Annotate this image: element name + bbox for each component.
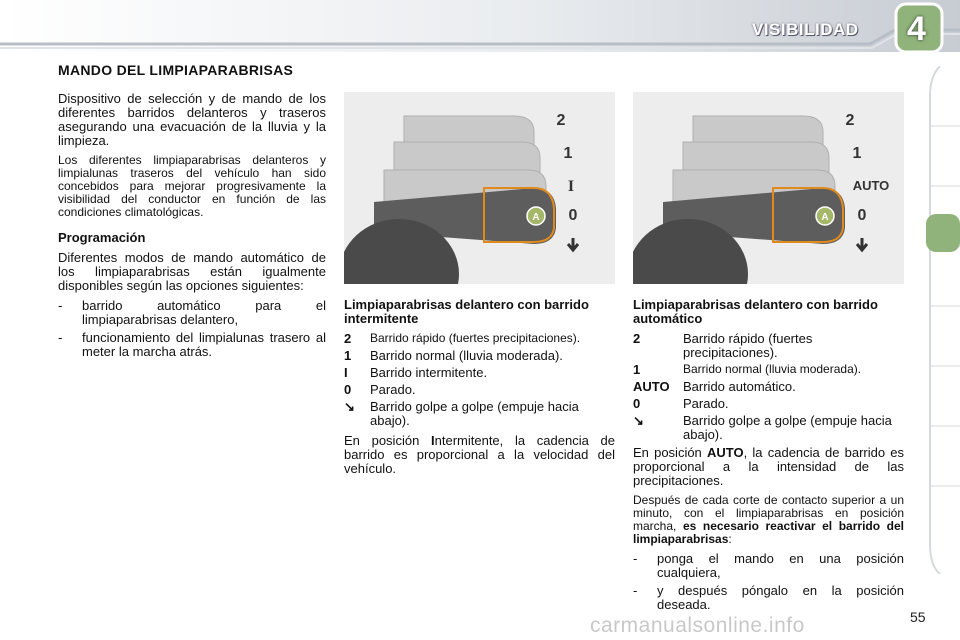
position-label: I bbox=[567, 178, 575, 195]
page-number: 55 bbox=[910, 609, 926, 625]
chapter-number: 4 bbox=[907, 10, 926, 48]
wiper-stalk-illustration-intermittent bbox=[344, 92, 615, 284]
list-item: - barrido automático para el limpiaparabrisas delantero, bbox=[58, 298, 326, 327]
auto-note: En posición AUTO, la cadencia de barrido es proporcional a la intensidad de las precipitaciones. bbox=[633, 445, 905, 488]
auto-heading: Limpiaparabrisas delantero con barrido automático bbox=[633, 297, 878, 326]
position-label: AUTO bbox=[852, 178, 890, 193]
legend-row: 0 Parado. bbox=[344, 382, 416, 397]
legend-row: AUTO Barrido automático. bbox=[633, 379, 796, 394]
left-column bbox=[58, 92, 326, 363]
legend-row: 0 Parado. bbox=[633, 396, 729, 411]
list-item: - ponga el mando en una posición cualquiera, bbox=[633, 551, 904, 580]
list-item: - y después póngalo en la posición deseada. bbox=[633, 583, 904, 612]
position-label: 2 bbox=[845, 112, 855, 129]
list-item: - funcionamiento del limpialunas trasero al meter la marcha atrás. bbox=[58, 330, 326, 359]
position-label: 1 bbox=[563, 145, 573, 162]
contact-note: Después de cada corte de contacto superior a un minuto, con el limpiaparabrisas en posición marcha, es necesario reactivar el barrido del limpiaparabrisas: bbox=[633, 493, 904, 546]
legend-row: ↘ Barrido golpe a golpe (empuje hacia abajo). bbox=[344, 399, 579, 428]
programming-paragraph: Diferentes modos de mando automático de los limpiaparabrisas están igualmente disponibles según las opciones siguientes: bbox=[58, 250, 326, 293]
legend-row: 2 Barrido rápido (fuertes precipitaciones). bbox=[633, 331, 813, 360]
intermittent-heading: Limpiaparabrisas delantero con barrido intermitente bbox=[344, 297, 589, 326]
programming-heading: Programación bbox=[58, 230, 146, 245]
position-label: 0 bbox=[857, 207, 867, 224]
watermark: carmanualsonline.info bbox=[590, 614, 805, 637]
legend-row: I Barrido intermitente. bbox=[344, 365, 488, 380]
position-label: 2 bbox=[556, 112, 566, 129]
callout-a: A bbox=[821, 212, 829, 223]
intermittent-note: En posición Intermitente, la cadencia de barrido es proporcional a la velocidad del vehículo. bbox=[344, 433, 615, 476]
legend-row: 2 Barrido rápido (fuertes precipitaciones). bbox=[344, 331, 581, 346]
middle-column bbox=[344, 298, 615, 482]
legend-row: ↘ Barrido golpe a golpe (empuje hacia abajo). bbox=[633, 413, 892, 442]
position-label: 0 bbox=[568, 207, 578, 224]
detail-paragraph: Los diferentes limpiaparabrisas delanteros y limpialunas traseros del vehículo han sido concebidos para mejorar progresivamente la visibilidad del conductor en función de las condiciones climatológicas. bbox=[58, 153, 326, 219]
push-down-icon: ↘ bbox=[633, 413, 644, 428]
position-label: 1 bbox=[852, 145, 862, 162]
section-title: VISIBILIDAD bbox=[752, 20, 859, 39]
chapter-side-tabs[interactable] bbox=[926, 66, 960, 574]
right-column bbox=[633, 298, 904, 616]
legend-row: 1 Barrido normal (lluvia moderada). bbox=[344, 348, 563, 363]
legend-row: 1 Barrido normal (lluvia moderada). bbox=[633, 362, 862, 377]
callout-a: A bbox=[532, 212, 540, 223]
page-title: MANDO DEL LIMPIAPARABRISAS bbox=[58, 62, 294, 78]
intro-paragraph: Dispositivo de selección y de mando de los diferentes barridos delanteros y traseros asegurando una evacuación de la lluvia y la limpieza. bbox=[58, 91, 326, 148]
wiper-stalk-illustration-auto bbox=[633, 92, 904, 284]
push-down-icon: ↘ bbox=[344, 399, 355, 414]
